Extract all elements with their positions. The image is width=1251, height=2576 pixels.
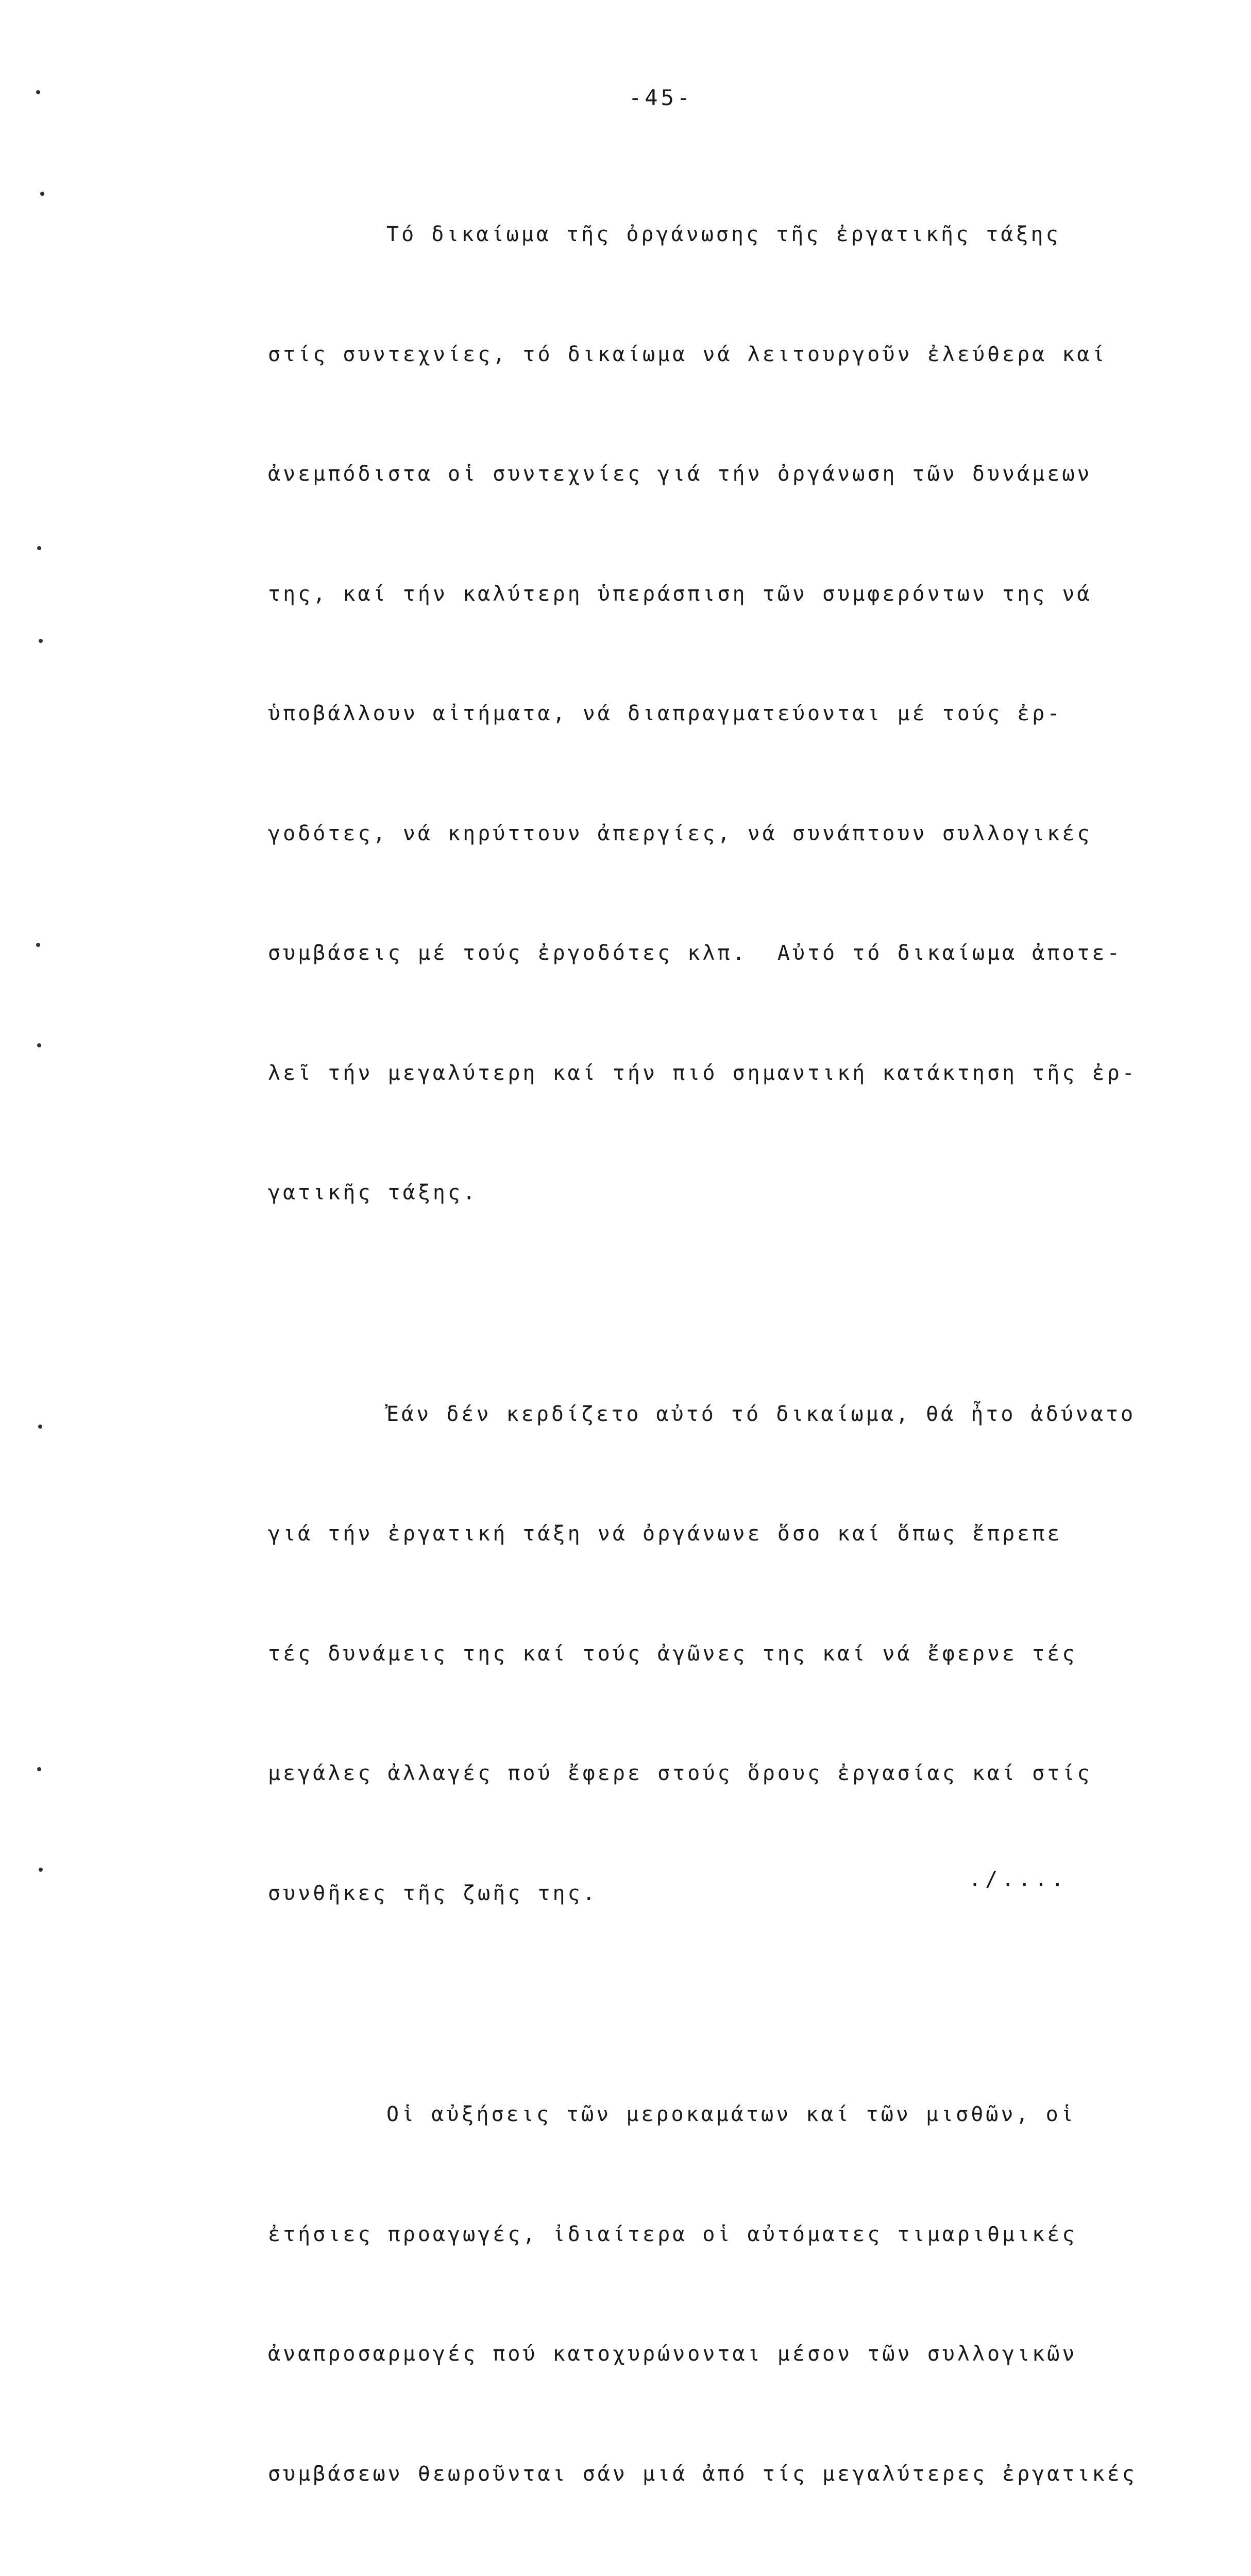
text-line: συμβάσεων θεωροῦνται σάν μιά ἀπό τίς μεγαλύτερες ἐργατικές xyxy=(268,2462,1137,2486)
continuation-mark: ./.... xyxy=(969,1868,1068,1891)
page-number: -45- xyxy=(629,85,694,110)
scan-speck xyxy=(37,1767,41,1771)
text-line: ἀναπροσαρμογές πού κατοχυρώνονται μέσον τῶν συλλογικῶν xyxy=(268,2342,1077,2366)
text-line: λεῖ τήν μεγαλύτερη καί τήν πιό σημαντική κατάκτηση τῆς ἐρ- xyxy=(268,1061,1137,1085)
body-text xyxy=(268,135,1195,2576)
text-line xyxy=(268,2574,1195,2576)
scan-speck xyxy=(39,639,43,643)
text-line: τές δυνάμεις της καί τούς ἀγῶνες της καί νά ἔφερνε τές xyxy=(268,1641,1077,1666)
text-line: ἐτήσιες προαγωγές, ἰδιαίτερα οἱ αὐτόματες τιμαριθμικές xyxy=(268,2222,1077,2246)
text-line: στίς συντεχνίες, τό δικαίωμα νά λειτουργοῦν ἐλεύθερα καί xyxy=(268,342,1107,366)
text-line: Ἐάν δέν κερδίζετο αὐτό τό δικαίωμα, θά ἦτο ἀδύνατο xyxy=(386,1402,1136,1426)
text-line: ὑποβάλλουν αἰτήματα, νά διαπραγματεύονται μέ τούς ἐρ- xyxy=(268,702,1062,725)
paragraph-3 xyxy=(268,2015,1195,2576)
text-line: συμβάσεις μέ τούς ἐργοδότες κλπ. Αὐτό τό δικαίωμα ἀποτε- xyxy=(268,941,1122,965)
text-line: Οἱ αὐξήσεις τῶν μεροκαμάτων καί τῶν μισθῶν, οἱ xyxy=(386,2103,1076,2126)
scan-speck xyxy=(40,192,44,196)
text-line: γιά τήν ἐργατική τάξη νά ὀργάνωνε ὅσο καί ὅπως ἔπρεπε xyxy=(268,1522,1062,1546)
text-line: Τό δικαίωμα τῆς ὀργάνωσης τῆς ἐργατικῆς τάξης xyxy=(386,223,1061,246)
scan-speck xyxy=(39,1868,43,1872)
paragraph-2 xyxy=(268,1315,1195,1994)
text-line: μεγάλες ἀλλαγές πού ἔφερε στούς ὅρους ἐργασίας καί στίς xyxy=(268,1761,1092,1785)
text-line: ἀνεμπόδιστα οἱ συντεχνίες γιά τήν ὀργάνωση τῶν δυνάμεων xyxy=(268,462,1092,486)
scan-speck xyxy=(37,546,41,550)
paragraph-1 xyxy=(268,135,1195,1293)
text-line: γοδότες, νά κηρύττουν ἀπεργίες, νά συνάπτουν συλλογικές xyxy=(268,821,1092,845)
text-line: γατικῆς τάξης. xyxy=(268,1181,478,1205)
text-line: της, καί τήν καλύτερη ὑπεράσπιση τῶν συμφερόντων της νά xyxy=(268,582,1092,606)
scan-speck xyxy=(36,90,40,94)
scan-speck xyxy=(36,943,40,947)
scan-speck xyxy=(37,1043,41,1047)
scan-speck xyxy=(38,1425,42,1429)
text-line: συνθῆκες τῆς ζωῆς της. xyxy=(268,1881,598,1905)
